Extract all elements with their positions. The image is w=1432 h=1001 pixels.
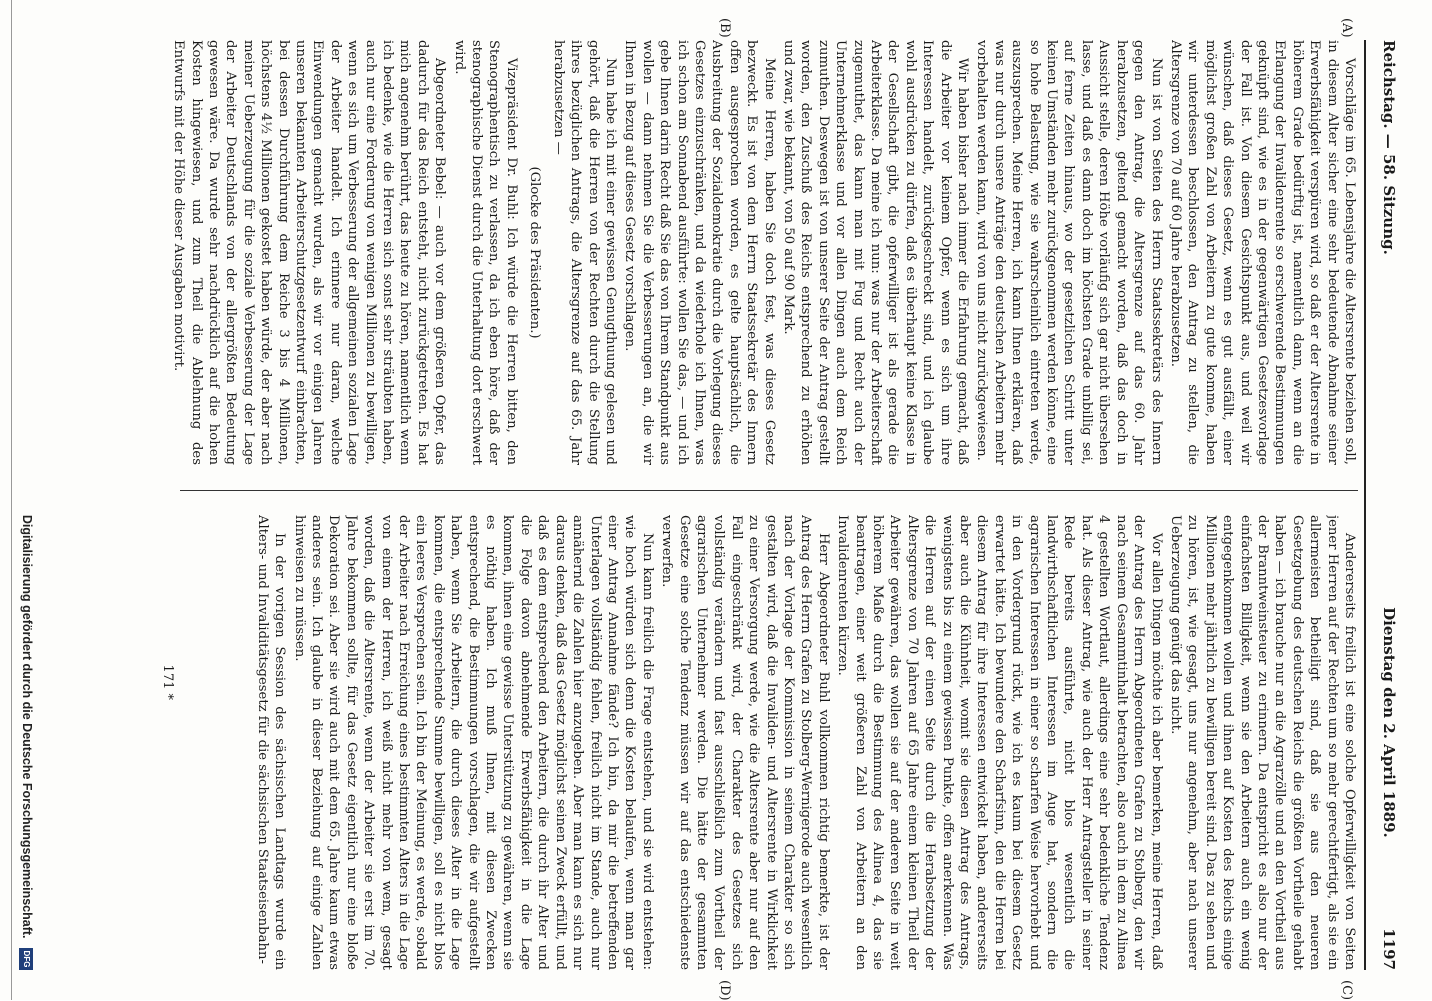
margin-marker-a: (A) bbox=[1339, 18, 1354, 38]
dfg-logo-icon: DFG bbox=[19, 948, 33, 970]
paragraph: Meine Herren, haben Sie doch fest, was dieses Gesetz bezweckt. Es ist von dem Herrn Staatssekretär des Innern offen ausgesprochen worden, es gelte hauptsächlich, die Ausbreitung der Sozialdemokratie durch die Vorlegung dieses Gesetzes einzuschränken, und da wiederhole ich Ihnen, was ich schon am Sonnabend ausführte: wollen Sie das, — und ich gebe Ihnen darin Recht daß Sie das von Ihrem Standpunkt aus wollen — dann nehmen Sie die Verbesserungen an, die wir Ihnen in Bezug auf dieses Gesetz vorschlagen. bbox=[622, 40, 777, 465]
sheet-signature: 171 * bbox=[160, 664, 175, 700]
margin-marker-b: (B) bbox=[717, 18, 732, 38]
margin-marker-c: (C) bbox=[1339, 980, 1354, 1001]
paragraph: Abgeordneter Bebel: — auch vor dem größeren Opfer, das dadurch für das Reich entsteht, nicht zurückgetreten. Es hat mich angenehm berührt, das heute zu hören, namentlich wenn ich bedenke, wie die Herren sich sonst sehr sträubten haben, auch nur eine Forderung von wenigen Millionen zu bewilligen, wenn es sich um Verbesserung der allgemeinen sozialen Lage der Arbeiter handelt. Ich erinnere nur daran, welche Einwendungen gemacht wurden, als wir vor einigen Jahren unseren bekannten Arbeiterschutzgesetzentwurf einbrachten, bei dessen Durchführung dem Reiche 3 bis 4 Millionen, höchstens 4½ Millionen gekostet haben würde, der aber nach meiner Ueberzeugung für die soziale Verbesserung der Lage der Arbeiter Deutschlands von der allergrößten Bedeutung gewesen wäre. Da wurde sehr nachdrücklich auf die hohen Kosten hingewiesen, und zum Theil die Ablehnung des Entwurfs mit der Höhe dieser Ausgaben motivirt. bbox=[171, 40, 448, 465]
paragraph: Vorschläge im 65. Lebensjahre die Altersrente beziehen soll, in diesem Alter sicher eine sehr bedeutende Abnahme seiner Erwerbsfähigkeit verspüren wird, so daß er der Altersrente in höherem Grade bedürftig ist, namentlich dann, wenn an die Erlangung der Invalidenrente so erschwerende Bestimmungen geknüpft sind, wie es in der gegenwärtigen Gesetzesvorlage der Fall ist. Von diesem Gesichtspunkt aus, und weil wir wünschen, daß dieses Gesetz, wenn es gut ausfällt, einer möglichst großen Zahl von Arbeitern zu gute komme, haben wir unterdessen beschlossen, den Antrag zu stellen, die Altersgrenze von 70 auf 60 Jahre herabzusetzen. bbox=[1167, 40, 1357, 465]
paragraph: Nun habe ich mit einer gewissen Genugthuung gelesen und gehört, daß die Herren von der Rechten durch die Stellung ihres bezüglichen Antrags, die Altersgrenze auf das 65. Jahr herabzusetzen — bbox=[550, 40, 618, 465]
margin-marker-d: (D) bbox=[717, 980, 732, 1001]
paragraph: In der vorigen Session des sächsischen Landtags wurde ein Alters- und Invaliditätsgesetz für die sächsischen Staatseisenbahn- bbox=[254, 515, 288, 970]
paragraph: Andererseits freilich ist eine solche Opferwilligkeit von Seiten jener Herren auf der Rechten um so mehr gerechtfertigt, als sie ein allermeisten betheiligt sind, daß sie aus den neueren Gesetzgebung des deutschen Reichs die größten Vortheile gehabt haben — ich brauche nur an die Agrarzölle und an den Vortheil aus der Branntweinsteuer zu erinnern. Da entspricht es also nur der einfachsten Billigkeit, wenn sie den Arbeitern auch ein wenig entgegenkommen wollen und ihnen auf Kosten des Reichs einige Millionen mehr jährlich zu bewilligen bereit sind. Das zu sehen und zu hören, ist, wie gesagt, uns nur angenehm, aber nach unserer Ueberzeugung genügt das nicht. bbox=[1167, 515, 1357, 970]
left-column bbox=[150, 40, 1358, 465]
paragraph: Vizepräsident Dr. Buhl: Ich würde die Herren bitten, den Stenographentisch zu verlassen, da ich eben höre, daß der stenographische Dienst durch die Unterhaltung dort erschwert wird. bbox=[451, 40, 519, 465]
page-number: 1197 bbox=[1380, 928, 1398, 970]
stage-direction: (Glocke des Präsidenten.) bbox=[527, 166, 543, 339]
header-rule bbox=[1364, 40, 1366, 970]
column-divider bbox=[180, 490, 1358, 491]
header-date-page bbox=[1380, 607, 1398, 970]
credit-text: Digitalisierung gefördert durch die Deutsche Forschungsgemeinschaft. bbox=[20, 514, 34, 939]
header-date: Dienstag den 2. April 1889. bbox=[1380, 607, 1398, 838]
paragraph: Wir haben bisher nach immer die Erfahrung gemacht, daß die Arbeiter vor keinem Opfer, wenn es sich um ihre Interessen handelt, zurückgeschreckt sind, und ich glaube wohl ausdrücken zu dürfen, daß es überhaupt keine Klasse in der Gesellschaft gibt, die opferwilliger ist als gerade die Arbeiterklasse. Da meine ich nun: was nur der Arbeiterschaft zugemuthet, das kann man mit Fug und Recht auch der Unternehmerklasse und vor allen Dingen auch dem Reich zumuthen. Deswegen ist von unserer Seite der Antrag gestellt worden, den Zuschuß des Reichs entsprechend zu erhöhen und zwar, wie bekannt, von 50 auf 90 Mark. bbox=[781, 40, 971, 465]
digitization-credit bbox=[6, 0, 34, 1000]
paragraph: Nun ist von Seiten des Herrn Staatssekretärs des Innern gegen den Antrag, die Altersgrenze auf das 60. Jahr herabzusetzen, geltend gemacht worden, daß das doch in Aussicht stelle, deren Höhe vorläufig sich gar nicht übersehen lasse, und daß es dann doch im höchsten Grade unbillig sei, auf ferne Zeiten hinaus, wo der gesetzlichen Schritt unter keinen Umständen mehr zurückgenommen werden könne, eine so hohe Belastung, wie sie wahrscheinlich eintreten werde, auszusprechen. Meine Herren, ich kann Ihnen erklären, daß was nur durch unsere Anträge den deutschen Arbeitern mehr vorbehalten werden kann, wird von uns nicht zurückgewiesen. bbox=[974, 40, 1164, 465]
paragraph: Vor allen Dingen möchte ich aber bemerken, meine Herren, daß der Antrag des Herrn Abgeordneten Grafen zu Stolberg, den wir nach seinem Gesammtinhalt betrachten, also auch in dem zu Alinea 4 gestellten Wortlaut, allerdings eine sehr bedenkliche Tendenz hat. Als dieser Antrag, wie auch der Herr Antragsteller in seiner Rede bereits ausführte, nicht blos wesentlich die landwirthschaftlichen Interessen im Auge hat, sondern die agrarischen Interessen in einer so scharfen Weise hervorhebt und in den Vordergrund rückt, wie ich es kaum bei diesem Gesetz erwartet hätte. Ich bewundere den Scharfsinn, den die Herren bei diesem Antrag für ihre Interessen entwickelt haben, andererseits aber auch die Kühnheit, womit sie diesen Antrag des Antrags, wenigstens bis zu einem gewissen Punkte, offen anerkennen. Was die Herren auf der einen Seite durch die Herabsetzung der Altersgrenze von 70 Jahren auf 65 Jahre einem kleinen Theil der Arbeiter gewähren, das wollen sie auf der anderen Seite in weit höherem Maße durch die Bestimmung des Alinea 4, das sie beantragen, einer weit größeren Zahl von Arbeitern an den Invalidenrenten kürzen. bbox=[835, 515, 1164, 970]
paragraph: Nun kann freilich die Frage entstehen, und sie wird entstehen: wie hoch würden sich denn die Kosten belaufen, wenn man gar einer Antrag Annahme fände? Ich bin, da mir die betreffenden Unterlagen vollständig fehlen, freilich nicht im Stande, auch nur annähernd die Zahlen hier anzugeben. Aber man kann es sich nur daraus denken, daß das Gesetz möglichst seinen Zweck erfüllt, und daß es dem entsprechend den Arbeitern, die durch ihr Alter und die Folge davon abnehmende Erwerbsfähigkeit in die Lage kommen, ihnen eine gewisse Unterstützung zu gewähren, wenn sie es nöthig haben. Ich muß Ihnen, mit diesen Zwecken entsprechend, die Bestimmungen vorschlagen, die wir aufgestellt haben, wenn Sie Arbeitern, die durch dieses Alter in die Lage kommen, die entsprechende Summe bewilligen, soll es nicht blos ein leeres Versprechen sein. Ich bin der Meinung, es werde, sobald der Arbeiter nach Erreichung eines bestimmten Alters in die Lage von einem der Herren, ich weiß nicht mehr von wem, gesagt worden, daß die Altersrente, wenn der Arbeiter sie erst im 70. Jahre bekommen sollte, für das Gesetz eigentlich nur eine bloße Dekoration sei. Aber sie wird auch mit dem 65. Jahre kaum etwas anderes sein. Ich glaube in dieser Beziehung auf einige Zahlen hinweisen zu müssen. bbox=[291, 515, 655, 970]
header-title: Reichstag. — 58. Sitzung. bbox=[1380, 40, 1398, 255]
right-column bbox=[150, 515, 1358, 970]
paragraph: Herr Abgeordneter Buhl vollkommen richtig bemerkte, ist der Antrag des Herrn Grafen zu Stolberg-Wernigerode auch wesentlich nach der Vorlage der Kommission in seinem Charakter so sich gestalten wird, daß die Invaliden- und Altersrente in Wirklichkeit zu einer Versorgung werde, wie die Altersrente aber nur auf den Fall eingeschränkt wird, der Charakter des Gesetzes sich vollständig verändern und fast ausschließlich zum Vortheil der agrarischen Unternehmer werden. Die hätte der gesammten Gesetze eine solche Tendenz müssen wir auf das entschiedenste verwerfen. bbox=[659, 515, 831, 970]
page-header bbox=[1372, 40, 1398, 970]
